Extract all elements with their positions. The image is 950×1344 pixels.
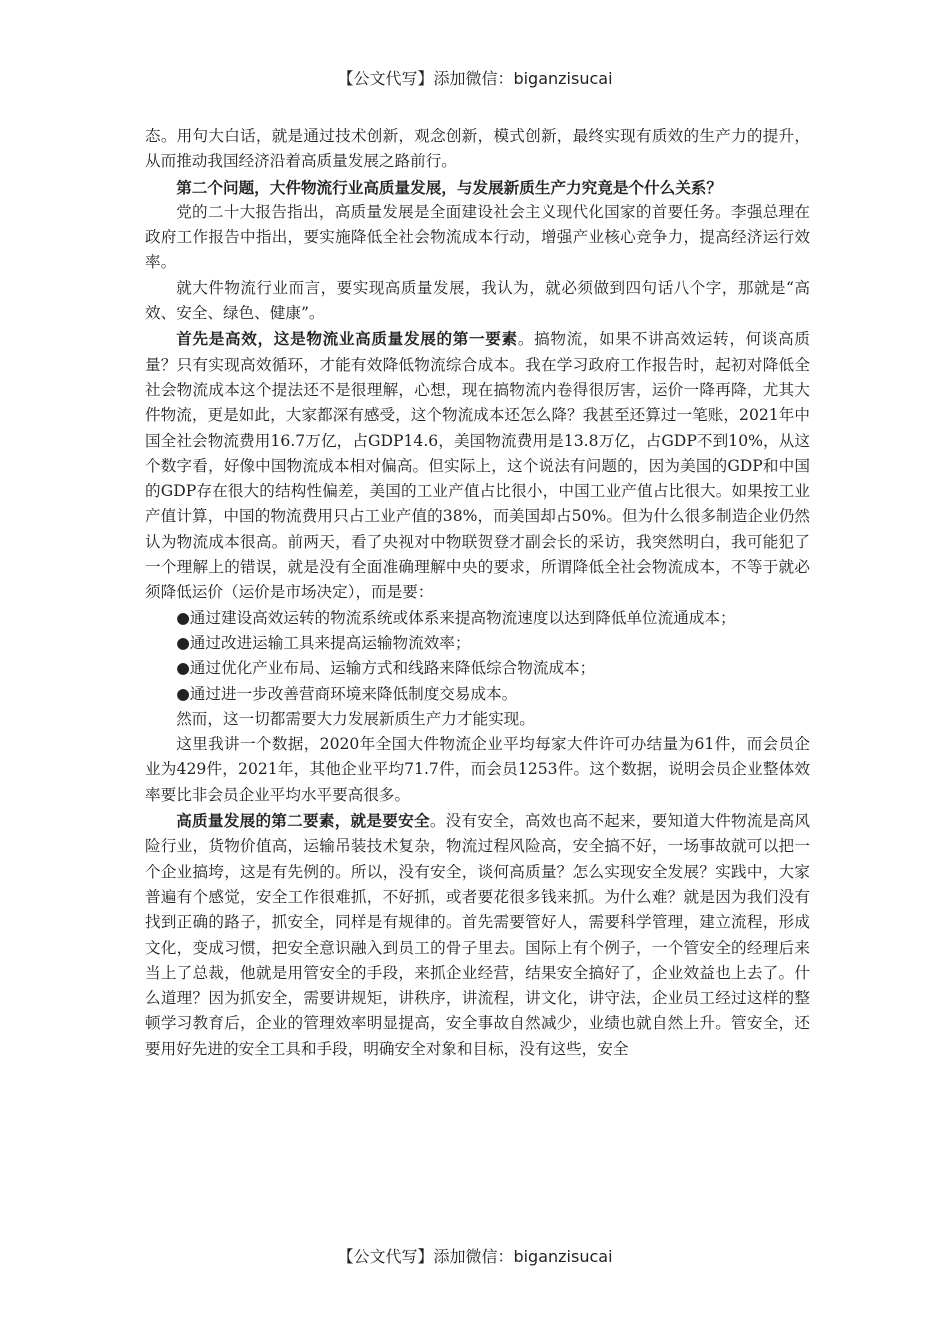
page-header: 【公文代写】添加微信：biganzisucai: [337, 69, 613, 88]
bullet-item: ●通过进一步改善营商环境来降低制度交易成本。: [176, 684, 518, 703]
paragraph-lead: 首先是高效，这是物流业高质量发展的第一要素: [176, 329, 518, 349]
bullet-item: ●通过优化产业布局、运输方式和线路来降低综合物流成本；: [176, 659, 596, 678]
document-body: [145, 124, 810, 1062]
paragraph-lead: 高质量发展的第二要素，就是要安全: [176, 811, 430, 831]
paragraph: 高质量发展的第二要素，就是要安全。没有安全，高效也高不起来，要知道大件物流是高风险行业，货物价值高，运输吊装技术复杂，物流过程风险高，安全搞不好，一场事故就可以把一个企业搞垮，这是有先例的。所以，没有安全，谈何高质量？怎么实现安全发展？实践中，大家普遍有个感觉，安全工作很难抓，不好抓，或者要花很多钱来抓。为什么难？就是因为我们没有找到正确的路子，抓安全，同样是有规律的。首先需要管好人，需要科学管理，建立流程，形成文化，变成习惯，把安全意识融入到员工的骨子里去。国际上有个例子，一个管安全的经理后来当上了总裁，他就是用管安全的手段，来抓企业经营，结果安全搞好了，企业效益也上去了。什么道理？因为抓安全，需要讲规矩，讲秩序，讲流程，讲文化，讲守法，企业员工经过这样的整顿学习教育后，企业的管理效率明显提高，安全事故自然减少，业绩也就自然上升。管安全，还要用好先进的安全工具和手段，明确安全对象和目标，没有这些，安全: [145, 811, 810, 1058]
paragraph: 首先是高效，这是物流业高质量发展的第一要素。搞物流，如果不讲高效运转，何谈高质量？只有实现高效循环，才能有效降低物流综合成本。我在学习政府工作报告时，起初对降低全社会物流成本这个提法还不是很理解，心想，现在搞物流内卷得很厉害，运价一降再降，尤其大件物流，更是如此，大家都深有感受，这个物流成本还怎么降？我甚至还算过一笔账，2021年中国全社会物流费用16.7万亿，占GDP14.6，美国物流费用是13.8万亿，占GDP不到10%，从这个数字看，好像中国物流成本相对偏高。但实际上，这个说法有问题的，因为美国的GDP和中国的GDP存在很大的结构性偏差，美国的工业产值占比很小，中国工业产值占比很大。如果按工业产值计算，中国的物流费用只占工业产值的38%，而美国却占50%。但为什么很多制造企业仍然认为物流成本很高。前两天，看了央视对中物联贺登才副会长的采访，我突然明白，我可能犯了一个理解上的错误，就是没有全面准确理解中央的要求，所谓降低全社会物流成本，不等于就必须降低运价（运价是市场决定），而是要：: [145, 329, 810, 602]
bullet-item: ●通过改进运输工具来提高运输物流效率；: [176, 633, 471, 652]
paragraph: 就大件物流行业而言，要实现高质量发展，我认为，就必须做到四句话八个字，那就是“高效、安全、绿色、健康”。: [145, 278, 810, 323]
paragraph: 然而，这一切都需要大力发展新质生产力才能实现。: [176, 709, 535, 728]
paragraph: 这里我讲一个数据，2020年全国大件物流企业平均每家大件许可办结量为61件，而会员企业为429件，2021年，其他企业平均71.7件，而会员1253件。这个数据，说明会员企业整体效率要比非会员企业平均水平要高很多。: [145, 735, 810, 804]
bullet-item: ●通过建设高效运转的物流系统或体系来提高物流速度以达到降低单位流通成本；: [176, 608, 736, 627]
page-footer: 【公文代写】添加微信：biganzisucai: [337, 1247, 613, 1266]
paragraph: 态。用句大白话，就是通过技术创新，观念创新，模式创新，最终实现有质效的生产力的提升，从而推动我国经济沿着高质量发展之路前行。: [145, 127, 810, 171]
section-heading: 第二个问题，大件物流行业高质量发展，与发展新质生产力究竟是个什么关系？: [176, 177, 722, 197]
paragraph: 党的二十大报告指出，高质量发展是全面建设社会主义现代化国家的首要任务。李强总理在政府工作报告中指出，要实施降低全社会物流成本行动，增强产业核心竞争力，提高经济运行效率。: [145, 202, 810, 272]
